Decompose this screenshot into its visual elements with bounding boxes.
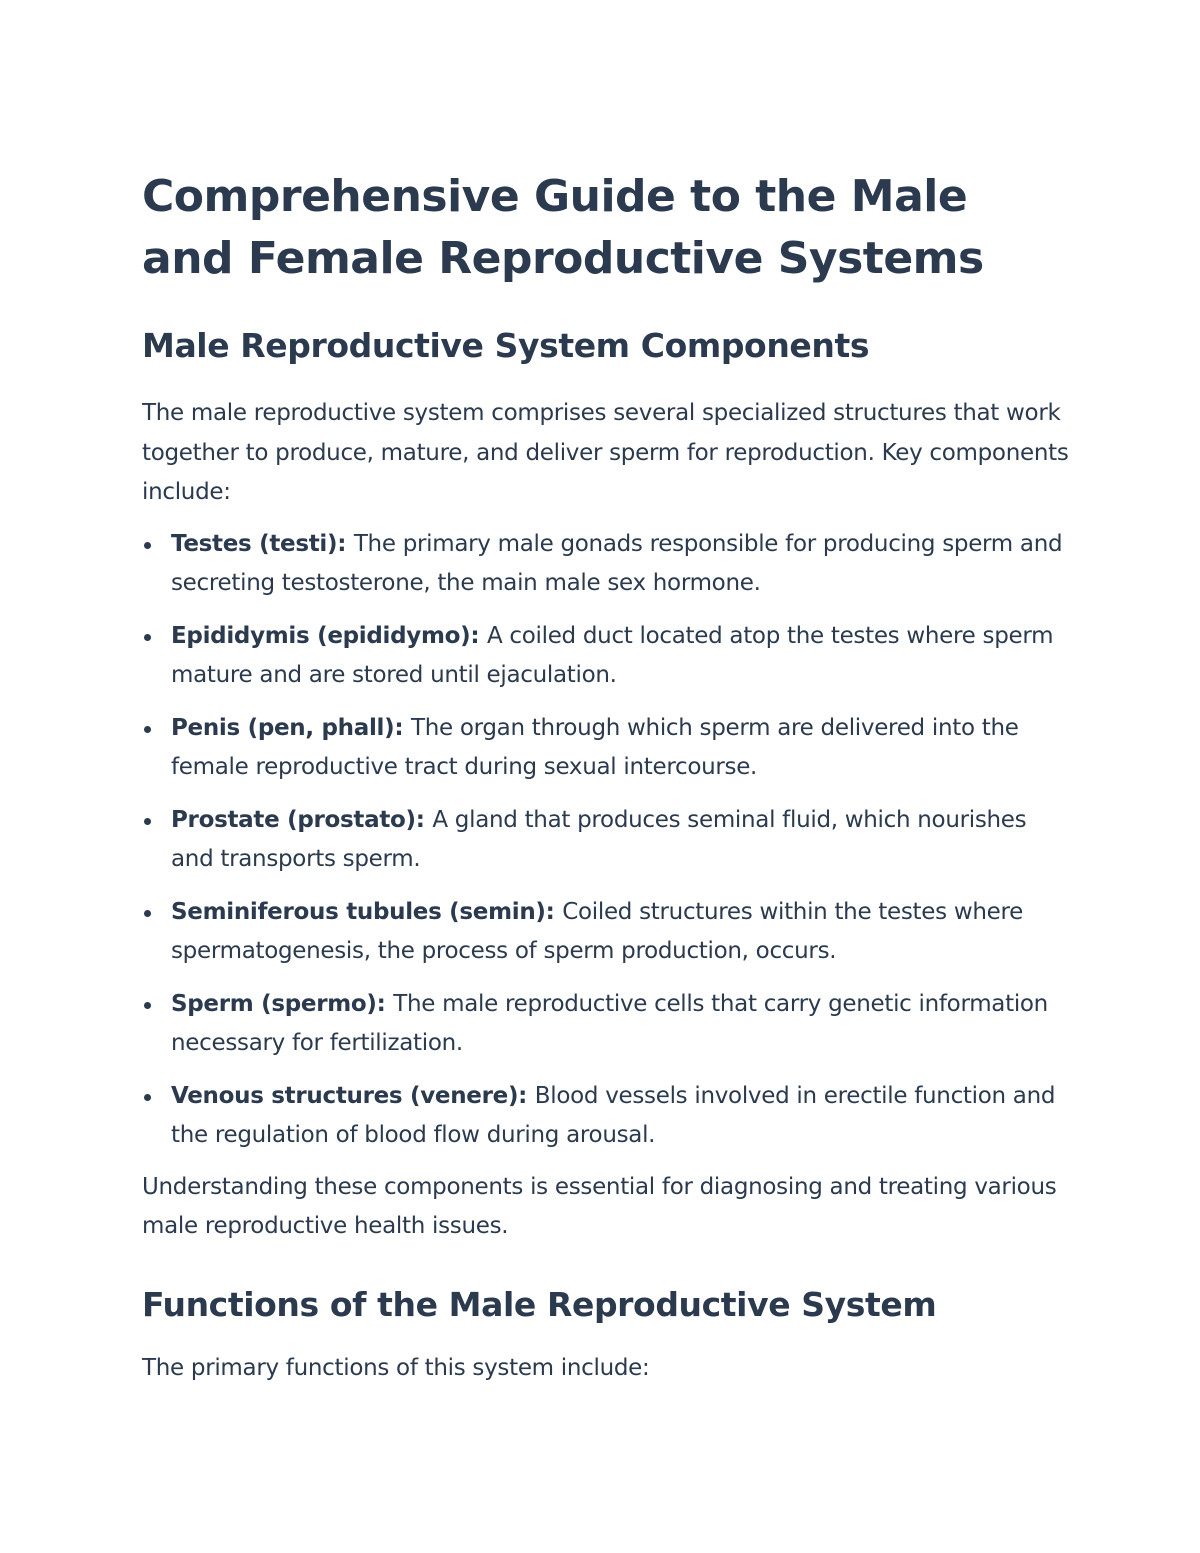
section-heading-functions: Functions of the Male Reproductive System	[142, 1284, 937, 1324]
list-item	[142, 985, 1072, 1064]
bullet-icon	[144, 726, 151, 733]
list-item-text: Blood vessels involved in erectile function and the regulation of blood flow during arousal.	[171, 1082, 1056, 1148]
bullet-icon	[144, 910, 151, 917]
list-item-term: Epididymis (epididymo):	[171, 622, 487, 649]
list-item-term: Sperm (spermo):	[171, 990, 394, 1017]
list-item-text: The organ through which sperm are delivered into the female reproductive tract during sexual intercourse.	[171, 714, 1019, 780]
functions-intro: The primary functions of this system include:	[142, 1354, 650, 1381]
document-page	[142, 166, 1072, 1388]
list-item	[142, 709, 1072, 788]
document-title: Comprehensive Guide to the Male and Female Reproductive Systems	[142, 171, 984, 284]
components-list	[142, 525, 1072, 1156]
list-item-term: Penis (pen, phall):	[171, 714, 411, 741]
bullet-icon	[144, 1002, 151, 1009]
list-item	[142, 525, 1072, 604]
list-item-text: The male reproductive cells that carry genetic information necessary for fertilization.	[171, 990, 1048, 1056]
bullet-icon	[144, 542, 151, 549]
list-item-term: Prostate (prostato):	[171, 806, 433, 833]
list-item	[142, 1077, 1072, 1156]
bullet-icon	[144, 1094, 151, 1101]
list-item	[142, 893, 1072, 972]
bullet-icon	[144, 818, 151, 825]
list-item-text: A coiled duct located atop the testes where sperm mature and are stored until ejaculation.	[171, 622, 1054, 688]
list-item	[142, 801, 1072, 880]
list-item-term: Venous structures (venere):	[171, 1082, 535, 1109]
list-item-term: Testes (testi):	[171, 530, 354, 557]
list-item-text: A gland that produces seminal fluid, which nourishes and transports sperm.	[171, 806, 1027, 872]
list-item-text: Coiled structures within the testes where spermatogenesis, the process of sperm production, occurs.	[171, 898, 1023, 964]
list-item-term: Seminiferous tubules (semin):	[171, 898, 563, 925]
bullet-icon	[144, 634, 151, 641]
list-item-text: The primary male gonads responsible for producing sperm and secreting testosterone, the main male sex hormone.	[171, 530, 1063, 596]
components-intro: The male reproductive system comprises several specialized structures that work together to produce, mature, and deliver sperm for reproduction. Key components include:	[142, 400, 1069, 505]
list-item	[142, 617, 1072, 696]
section-heading-components: Male Reproductive System Components	[142, 326, 870, 365]
components-conclusion: Understanding these components is essential for diagnosing and treating various male reproductive health issues.	[142, 1173, 1057, 1239]
